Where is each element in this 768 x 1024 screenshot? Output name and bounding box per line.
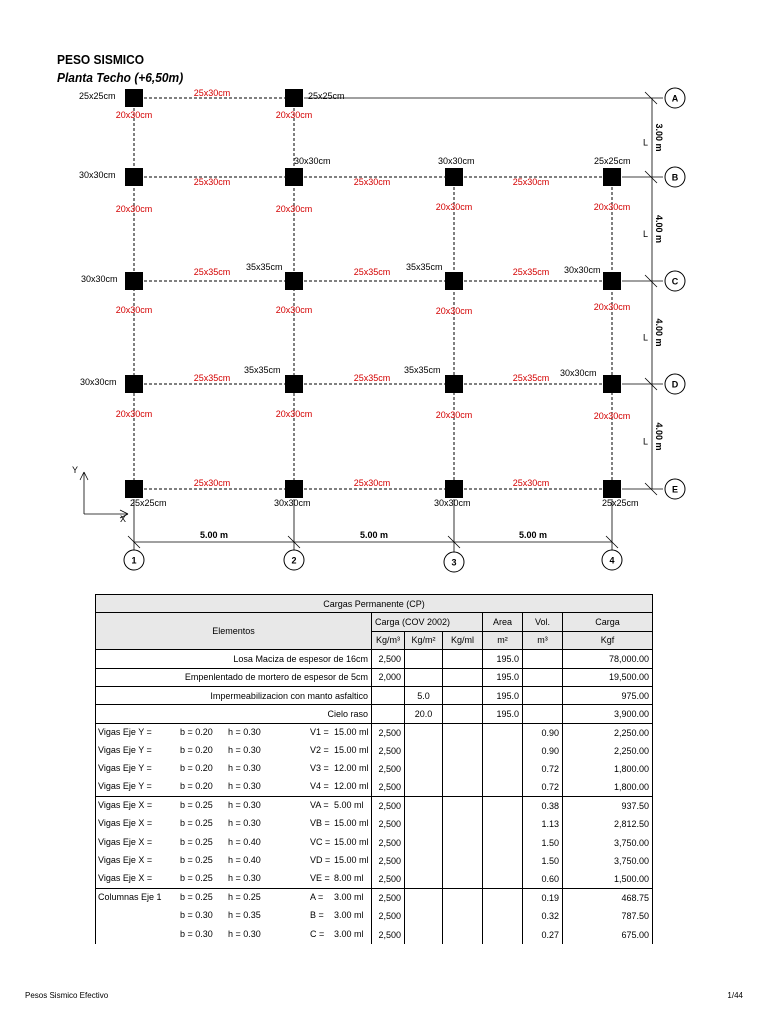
row-area	[483, 815, 523, 833]
table-row	[96, 834, 653, 852]
row-carga: 975.00	[563, 686, 653, 704]
dim-y-marker-0: L	[643, 137, 649, 148]
spec-id: VC =	[310, 836, 331, 847]
table-row	[96, 760, 653, 778]
beam-label-D-2: 25x35cm	[353, 373, 391, 383]
beam-label-E-1: 25x30cm	[193, 478, 231, 488]
column-label-A1: 25x25cm	[79, 91, 116, 101]
beam-label-E-3: 25x30cm	[512, 478, 550, 488]
row-element-spec	[96, 760, 372, 778]
beam-label-B-3: 25x30cm	[512, 177, 550, 187]
beam-label-B-2: 25x30cm	[353, 177, 391, 187]
row-kgm2	[405, 815, 443, 833]
table-row	[96, 742, 653, 760]
spec-h: h = 0.30	[228, 744, 261, 755]
column-label-E4: 25x25cm	[602, 498, 639, 508]
row-vol: 1.50	[523, 852, 563, 870]
row-kgm3: 2,500	[372, 852, 405, 870]
row-vol	[523, 668, 563, 686]
row-kgml	[443, 650, 483, 668]
beam-label-y-B1: 20x30cm	[115, 204, 153, 214]
row-vol	[523, 650, 563, 668]
spec-b: b = 0.25	[180, 818, 213, 829]
column-A1	[125, 89, 143, 107]
table-row	[96, 723, 653, 741]
column-E4	[603, 480, 621, 498]
row-kgml	[443, 686, 483, 704]
column-label-C3: 35x35cm	[406, 262, 443, 272]
column-label-B1: 30x30cm	[79, 170, 116, 180]
row-area	[483, 797, 523, 815]
row-area	[483, 723, 523, 741]
axis-letter-D: D	[671, 379, 679, 390]
column-E2	[285, 480, 303, 498]
column-E1	[125, 480, 143, 498]
row-area	[483, 778, 523, 796]
beam-label-A-1: 25x30cm	[193, 88, 231, 98]
row-element-spec	[96, 907, 372, 925]
row-kgm2	[405, 650, 443, 668]
row-kgm3: 2,500	[372, 926, 405, 944]
row-kgml	[443, 815, 483, 833]
beam-label-y-C3: 20x30cm	[435, 306, 473, 316]
row-kgm2	[405, 926, 443, 944]
spec-name: Vigas Eje X =	[98, 800, 153, 811]
row-element-spec	[96, 778, 372, 796]
row-carga: 2,250.00	[563, 723, 653, 741]
y-arrowhead-r	[84, 472, 88, 480]
column-label-D2: 35x35cm	[244, 365, 281, 375]
page-subtitle: Planta Techo (+6,50m)	[57, 70, 184, 85]
row-kgml	[443, 870, 483, 888]
row-kgm2	[405, 760, 443, 778]
axis-number-4: 4	[609, 555, 615, 566]
row-kgm3: 2,500	[372, 742, 405, 760]
spec-b: b = 0.25	[180, 836, 213, 847]
beam-label-y-A2: 20x30cm	[275, 110, 313, 120]
row-vol: 0.72	[523, 760, 563, 778]
row-area	[483, 889, 523, 907]
column-label-B3: 30x30cm	[438, 156, 475, 166]
row-element-spec	[96, 870, 372, 888]
row-kgm3: 2,500	[372, 889, 405, 907]
spec-h: h = 0.30	[228, 781, 261, 792]
spec-h: h = 0.30	[228, 818, 261, 829]
row-area	[483, 926, 523, 944]
beam-label-D-3: 25x35cm	[512, 373, 550, 383]
spec-b: b = 0.25	[180, 892, 213, 903]
spec-id: A =	[310, 892, 324, 903]
spec-b: b = 0.20	[180, 726, 213, 737]
column-label-E2: 30x30cm	[274, 498, 311, 508]
table-row	[96, 705, 653, 723]
row-carga: 787.50	[563, 907, 653, 925]
beam-label-y-C1: 20x30cm	[115, 305, 153, 315]
row-kgm3: 2,000	[372, 668, 405, 686]
spec-b: b = 0.25	[180, 873, 213, 884]
spec-name: Columnas Eje 1	[98, 892, 162, 903]
row-description: Cielo raso	[96, 705, 372, 723]
column-D4	[603, 375, 621, 393]
row-area: 195.0	[483, 686, 523, 704]
header-area: Area	[483, 613, 523, 631]
spec-len: 3.00 ml	[334, 910, 364, 921]
spec-id: V1 =	[310, 726, 329, 737]
unit-kgf: Kgf	[563, 631, 653, 649]
row-carga: 2,812.50	[563, 815, 653, 833]
header-elementos: Elementos	[96, 613, 372, 650]
spec-b: b = 0.25	[180, 854, 213, 865]
table-row	[96, 852, 653, 870]
row-kgm2	[405, 889, 443, 907]
spec-id: V3 =	[310, 763, 329, 774]
row-area	[483, 907, 523, 925]
row-carga: 1,800.00	[563, 778, 653, 796]
row-kgm3	[372, 686, 405, 704]
row-kgm2: 5.0	[405, 686, 443, 704]
beam-label-D-1: 25x35cm	[193, 373, 231, 383]
dim-y-marker-3: L	[643, 436, 649, 447]
row-kgm3: 2,500	[372, 870, 405, 888]
row-kgm3: 2,500	[372, 797, 405, 815]
row-kgm2	[405, 852, 443, 870]
row-kgml	[443, 742, 483, 760]
dim-y-1: 4.00 m	[654, 214, 664, 244]
row-kgml	[443, 834, 483, 852]
row-area: 195.0	[483, 668, 523, 686]
row-carga: 1,800.00	[563, 760, 653, 778]
row-kgm2	[405, 797, 443, 815]
row-kgm2	[405, 668, 443, 686]
beam-label-E-2: 25x30cm	[353, 478, 391, 488]
row-kgm2	[405, 778, 443, 796]
spec-name: Vigas Eje Y =	[98, 744, 152, 755]
unit-kgm3: Kg/m³	[372, 631, 405, 649]
row-kgm3: 2,500	[372, 650, 405, 668]
row-carga: 2,250.00	[563, 742, 653, 760]
beam-label-y-A1: 20x30cm	[115, 110, 153, 120]
row-kgml	[443, 797, 483, 815]
column-A2	[285, 89, 303, 107]
row-area	[483, 870, 523, 888]
axis-number-3: 3	[451, 557, 457, 568]
column-D3	[445, 375, 463, 393]
spec-len: 5.00 ml	[334, 800, 364, 811]
spec-b: b = 0.30	[180, 910, 213, 921]
column-E3	[445, 480, 463, 498]
row-kgm2	[405, 870, 443, 888]
column-label-C1: 30x30cm	[81, 274, 118, 284]
row-kgm3: 2,500	[372, 907, 405, 925]
beam-label-y-B4: 20x30cm	[593, 202, 631, 212]
column-D1	[125, 375, 143, 393]
axis-letter-B: B	[671, 172, 679, 183]
axis-letter-A: A	[671, 93, 679, 104]
spec-id: V2 =	[310, 744, 329, 755]
row-carga: 3,900.00	[563, 705, 653, 723]
beam-label-y-B2: 20x30cm	[275, 204, 313, 214]
row-kgml	[443, 668, 483, 686]
row-kgm3: 2,500	[372, 723, 405, 741]
spec-h: h = 0.30	[228, 726, 261, 737]
dim-y-0: 3.00 m	[654, 123, 664, 152]
row-kgml	[443, 852, 483, 870]
beam-label-y-D1: 20x30cm	[115, 409, 153, 419]
spec-id: V4 =	[310, 781, 329, 792]
spec-id: VD =	[310, 854, 331, 865]
dim-x-0: 5.00 m	[199, 530, 229, 540]
spec-len: 15.00 ml	[334, 818, 369, 829]
row-vol: 0.60	[523, 870, 563, 888]
row-vol	[523, 705, 563, 723]
spec-len: 12.00 ml	[334, 781, 369, 792]
spec-id: VB =	[310, 818, 330, 829]
dim-x-1: 5.00 m	[359, 530, 389, 540]
column-label-B4: 25x25cm	[594, 156, 631, 166]
row-vol	[523, 686, 563, 704]
beam-label-y-B3: 20x30cm	[435, 202, 473, 212]
row-carga: 78,000.00	[563, 650, 653, 668]
column-C1	[125, 272, 143, 290]
row-vol: 0.90	[523, 723, 563, 741]
table-row	[96, 926, 653, 944]
spec-name: Vigas Eje X =	[98, 854, 153, 865]
column-B1	[125, 168, 143, 186]
table-row	[96, 889, 653, 907]
table-row	[96, 650, 653, 668]
row-carga: 19,500.00	[563, 668, 653, 686]
spec-h: h = 0.30	[228, 928, 261, 939]
row-element-spec	[96, 926, 372, 944]
column-B3	[445, 168, 463, 186]
row-kgml	[443, 778, 483, 796]
unit-kgm2: Kg/m²	[405, 631, 443, 649]
row-area	[483, 834, 523, 852]
beam-label-y-D2: 20x30cm	[275, 409, 313, 419]
row-description: Losa Maciza de espesor de 16cm	[96, 650, 372, 668]
page-title: PESO SISMICO	[57, 52, 145, 67]
column-C3	[445, 272, 463, 290]
row-kgm3	[372, 705, 405, 723]
column-B2	[285, 168, 303, 186]
row-vol: 0.27	[523, 926, 563, 944]
row-element-spec	[96, 742, 372, 760]
spec-id: VE =	[310, 873, 330, 884]
row-area	[483, 760, 523, 778]
dim-y-3: 4.00 m	[654, 422, 664, 451]
unit-kgml: Kg/ml	[443, 631, 483, 649]
row-kgm2: 20.0	[405, 705, 443, 723]
dim-x-2: 5.00 m	[518, 530, 548, 540]
spec-b: b = 0.20	[180, 763, 213, 774]
spec-name: Vigas Eje Y =	[98, 726, 152, 737]
spec-b: b = 0.25	[180, 800, 213, 811]
column-label-B2: 30x30cm	[294, 156, 331, 166]
row-vol: 1.50	[523, 834, 563, 852]
spec-id: C =	[310, 928, 325, 939]
spec-id: VA =	[310, 800, 329, 811]
column-C4	[603, 272, 621, 290]
beam-label-C-1: 25x35cm	[193, 267, 231, 277]
column-C2	[285, 272, 303, 290]
spec-h: h = 0.30	[228, 800, 261, 811]
row-vol: 1.13	[523, 815, 563, 833]
row-vol: 0.72	[523, 778, 563, 796]
axis-y-label: Y	[72, 465, 79, 475]
row-kgml	[443, 889, 483, 907]
row-kgm2	[405, 742, 443, 760]
unit-m2: m²	[483, 631, 523, 649]
axis-number-1: 1	[131, 555, 137, 566]
row-kgm3: 2,500	[372, 760, 405, 778]
column-label-D3: 35x35cm	[404, 365, 441, 375]
row-carga: 3,750.00	[563, 852, 653, 870]
column-label-D1: 30x30cm	[80, 377, 117, 387]
spec-len: 3.00 ml	[334, 892, 364, 903]
table-title: Cargas Permanente (CP)	[96, 595, 653, 613]
row-area	[483, 742, 523, 760]
row-element-spec	[96, 797, 372, 815]
row-carga: 937.50	[563, 797, 653, 815]
beam-label-C-2: 25x35cm	[353, 267, 391, 277]
column-label-C2: 35x35cm	[246, 262, 283, 272]
table-row	[96, 815, 653, 833]
row-carga: 1,500.00	[563, 870, 653, 888]
table-row	[96, 797, 653, 815]
column-D2	[285, 375, 303, 393]
column-label-E1: 25x25cm	[130, 498, 167, 508]
beam-label-y-C2: 20x30cm	[275, 305, 313, 315]
row-kgml	[443, 926, 483, 944]
column-label-C4: 30x30cm	[564, 265, 601, 275]
column-label-A2: 25x25cm	[308, 91, 345, 101]
spec-h: h = 0.25	[228, 892, 261, 903]
beam-label-y-D3: 20x30cm	[435, 410, 473, 420]
spec-b: b = 0.30	[180, 928, 213, 939]
beam-label-B-1: 25x30cm	[193, 177, 231, 187]
column-label-E3: 30x30cm	[434, 498, 471, 508]
row-kgm2	[405, 723, 443, 741]
beam-label-y-C4: 20x30cm	[593, 302, 631, 312]
dim-y-marker-2: L	[643, 332, 649, 343]
row-carga: 468.75	[563, 889, 653, 907]
spec-h: h = 0.30	[228, 763, 261, 774]
dim-y-marker-1: L	[643, 229, 649, 239]
row-kgm2	[405, 834, 443, 852]
footer-page-number: 1/44	[727, 991, 743, 1000]
spec-h: h = 0.40	[228, 854, 261, 865]
column-label-D4: 30x30cm	[560, 368, 597, 378]
row-description: Empenlentado de mortero de espesor de 5cm	[96, 668, 372, 686]
beam-label-C-3: 25x35cm	[512, 267, 550, 277]
table-row	[96, 668, 653, 686]
header-carga: Carga	[563, 613, 653, 631]
spec-len: 15.00 ml	[334, 744, 369, 755]
spec-len: 15.00 ml	[334, 836, 369, 847]
footer-doc-name: Pesos Sismico Efectivo	[25, 991, 109, 1000]
row-element-spec	[96, 723, 372, 741]
axis-number-2: 2	[291, 555, 297, 566]
row-kgml	[443, 907, 483, 925]
spec-len: 3.00 ml	[334, 928, 364, 939]
row-area	[483, 852, 523, 870]
row-kgm2	[405, 907, 443, 925]
column-B4	[603, 168, 621, 186]
spec-id: B =	[310, 910, 324, 921]
spec-name: Vigas Eje Y =	[98, 763, 152, 774]
row-description: Impermeabilizacion con manto asfaltico	[96, 686, 372, 704]
spec-len: 12.00 ml	[334, 763, 369, 774]
beam-label-y-D4: 20x30cm	[593, 411, 631, 421]
row-vol: 0.38	[523, 797, 563, 815]
table-row	[96, 778, 653, 796]
spec-h: h = 0.40	[228, 836, 261, 847]
row-vol: 0.32	[523, 907, 563, 925]
row-kgml	[443, 723, 483, 741]
y-arrowhead-l	[80, 472, 84, 480]
row-element-spec	[96, 852, 372, 870]
row-kgml	[443, 760, 483, 778]
spec-len: 15.00 ml	[334, 854, 369, 865]
spec-h: h = 0.30	[228, 873, 261, 884]
row-element-spec	[96, 834, 372, 852]
spec-name: Vigas Eje X =	[98, 836, 153, 847]
row-kgm3: 2,500	[372, 778, 405, 796]
row-vol: 0.90	[523, 742, 563, 760]
spec-len: 15.00 ml	[334, 726, 369, 737]
table-row	[96, 870, 653, 888]
spec-b: b = 0.20	[180, 781, 213, 792]
row-area: 195.0	[483, 705, 523, 723]
row-area: 195.0	[483, 650, 523, 668]
row-element-spec	[96, 815, 372, 833]
row-kgm3: 2,500	[372, 834, 405, 852]
axis-letter-C: C	[671, 276, 679, 287]
axis-letter-E: E	[671, 484, 679, 495]
spec-name: Vigas Eje X =	[98, 873, 153, 884]
row-carga: 3,750.00	[563, 834, 653, 852]
spec-len: 8.00 ml	[334, 873, 364, 884]
row-element-spec	[96, 889, 372, 907]
dim-y-2: 4.00 m	[654, 318, 664, 347]
axis-x-label: X	[120, 514, 127, 524]
spec-b: b = 0.20	[180, 744, 213, 755]
spec-h: h = 0.35	[228, 910, 261, 921]
spec-name: Vigas Eje X =	[98, 818, 153, 829]
header-vol: Vol.	[523, 613, 563, 631]
table-row	[96, 907, 653, 925]
row-carga: 675.00	[563, 926, 653, 944]
table-row	[96, 686, 653, 704]
spec-name: Vigas Eje Y =	[98, 781, 152, 792]
row-kgml	[443, 705, 483, 723]
row-vol: 0.19	[523, 889, 563, 907]
row-kgm3: 2,500	[372, 815, 405, 833]
unit-m3: m³	[523, 631, 563, 649]
cargas-permanente-table	[95, 594, 653, 944]
header-carga-cov: Carga (COV 2002)	[372, 613, 483, 631]
